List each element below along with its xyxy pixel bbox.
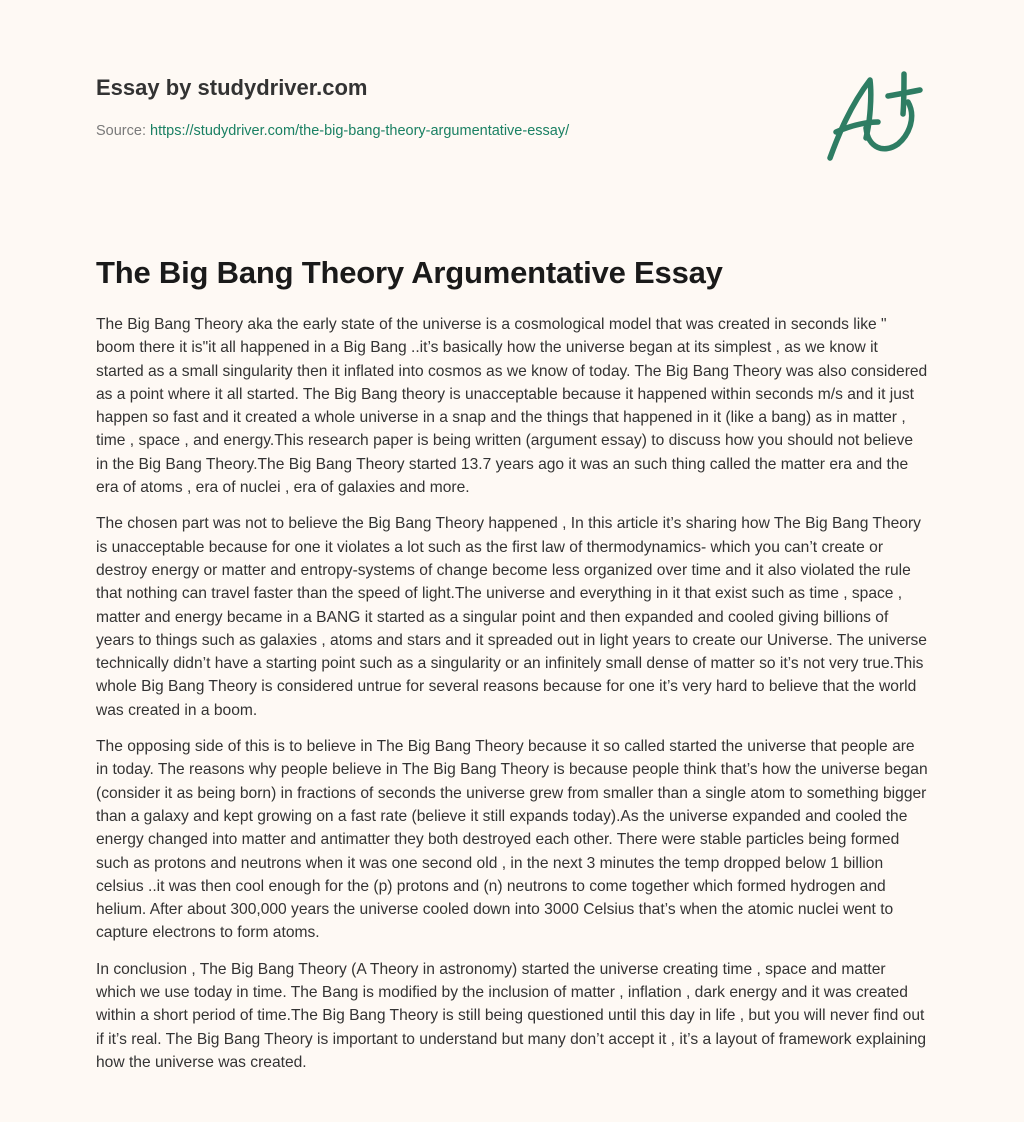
a-plus-grade-icon	[822, 66, 926, 164]
source-link[interactable]: https://studydriver.com/the-big-bang-theory-argumentative-essay/	[150, 123, 570, 139]
essay-paragraph: The chosen part was not to believe the Big Bang Theory happened , In this article it’s sharing how The Big Bang Theory is unacceptable because for one it violates a lot such as the first law of thermodynamics- which you can’t create or destroy energy or matter and entropy-systems of change become less organized over time and it also violated the rule that nothing can travel faster than the speed of light.The universe and everything in it that exist such as time , space , matter and energy became in a BANG it started as a singular point and then expanded and cooled giving billions of years to things such as galaxies , atoms and stars and it spreaded out in light years to create our Universe. The universe technically didn’t have a starting point such as a singularity or an infinitely small dense of matter so it’s not very true.This whole Big Bang Theory is considered untrue for several reasons because for one it’s very hard to believe that the world was created in a boom.	[96, 515, 927, 719]
essay-paragraph: The opposing side of this is to believe in The Big Bang Theory because it so called started the universe that people are in today. The reasons why people believe in The Big Bang Theory is because people think that’s how the universe began (consider it as being born) in fractions of seconds the universe grew from smaller than a single atom to something bigger than a galaxy and kept growing on a fast rate (believe it still expands today).As the universe expanded and cooled the energy changed into matter and antimatter they both destroyed each other. There were stable particles being formed such as protons and neutrons when it was one second old , in the next 3 minutes the temp dropped below 1 billion celsius ..it was then cool enough for the (p) protons and (n) neutrons to come together which formed hydrogen and helium. After about 300,000 years the universe cooled down into 3000 Celsius that’s when the atomic nuclei went to capture electrons to form atoms.	[96, 738, 928, 942]
source-label: Source:	[96, 123, 146, 139]
source-line	[96, 122, 796, 140]
essay-title: The Big Bang Theory Argumentative Essay	[96, 255, 723, 290]
essay-paragraph: The Big Bang Theory aka the early state of the universe is a cosmological model that was created in seconds like " boom there it is"it all happened in a Big Bang ..it’s basically how the universe began at its simplest , as we know it started as a small singularity then it inflated into cosmos as we know of today. The Big Bang Theory was also considered as a point where it all started. The Big Bang theory is unacceptable because it happened within seconds m/s and it just happen so fast and it created a whole universe in a snap and the things that happened in it (like a bang) as in matter , time , space , and energy.This research paper is being written (argument essay) to discuss how you should not believe in the Big Bang Theory.The Big Bang Theory started 13.7 years ago it was an such thing called the matter era and the era of atoms , era of nuclei , era of galaxies and more.	[96, 316, 928, 497]
essay-body	[96, 313, 928, 1087]
site-title: Essay by studydriver.com	[96, 75, 368, 100]
essay-paragraph: In conclusion , The Big Bang Theory (A Theory in astronomy) started the universe creating time , space and matter which we use today in time. The Bang is modified by the inclusion of matter , inflation , dark energy and it was created within a short period of time.The Big Bang Theory is still being questioned until this day in life , but you will never find out if it’s real. The Big Bang Theory is important to understand but many don’t accept it , it’s a layout of framework explaining how the universe was created.	[96, 960, 927, 1071]
page-header	[96, 74, 796, 140]
